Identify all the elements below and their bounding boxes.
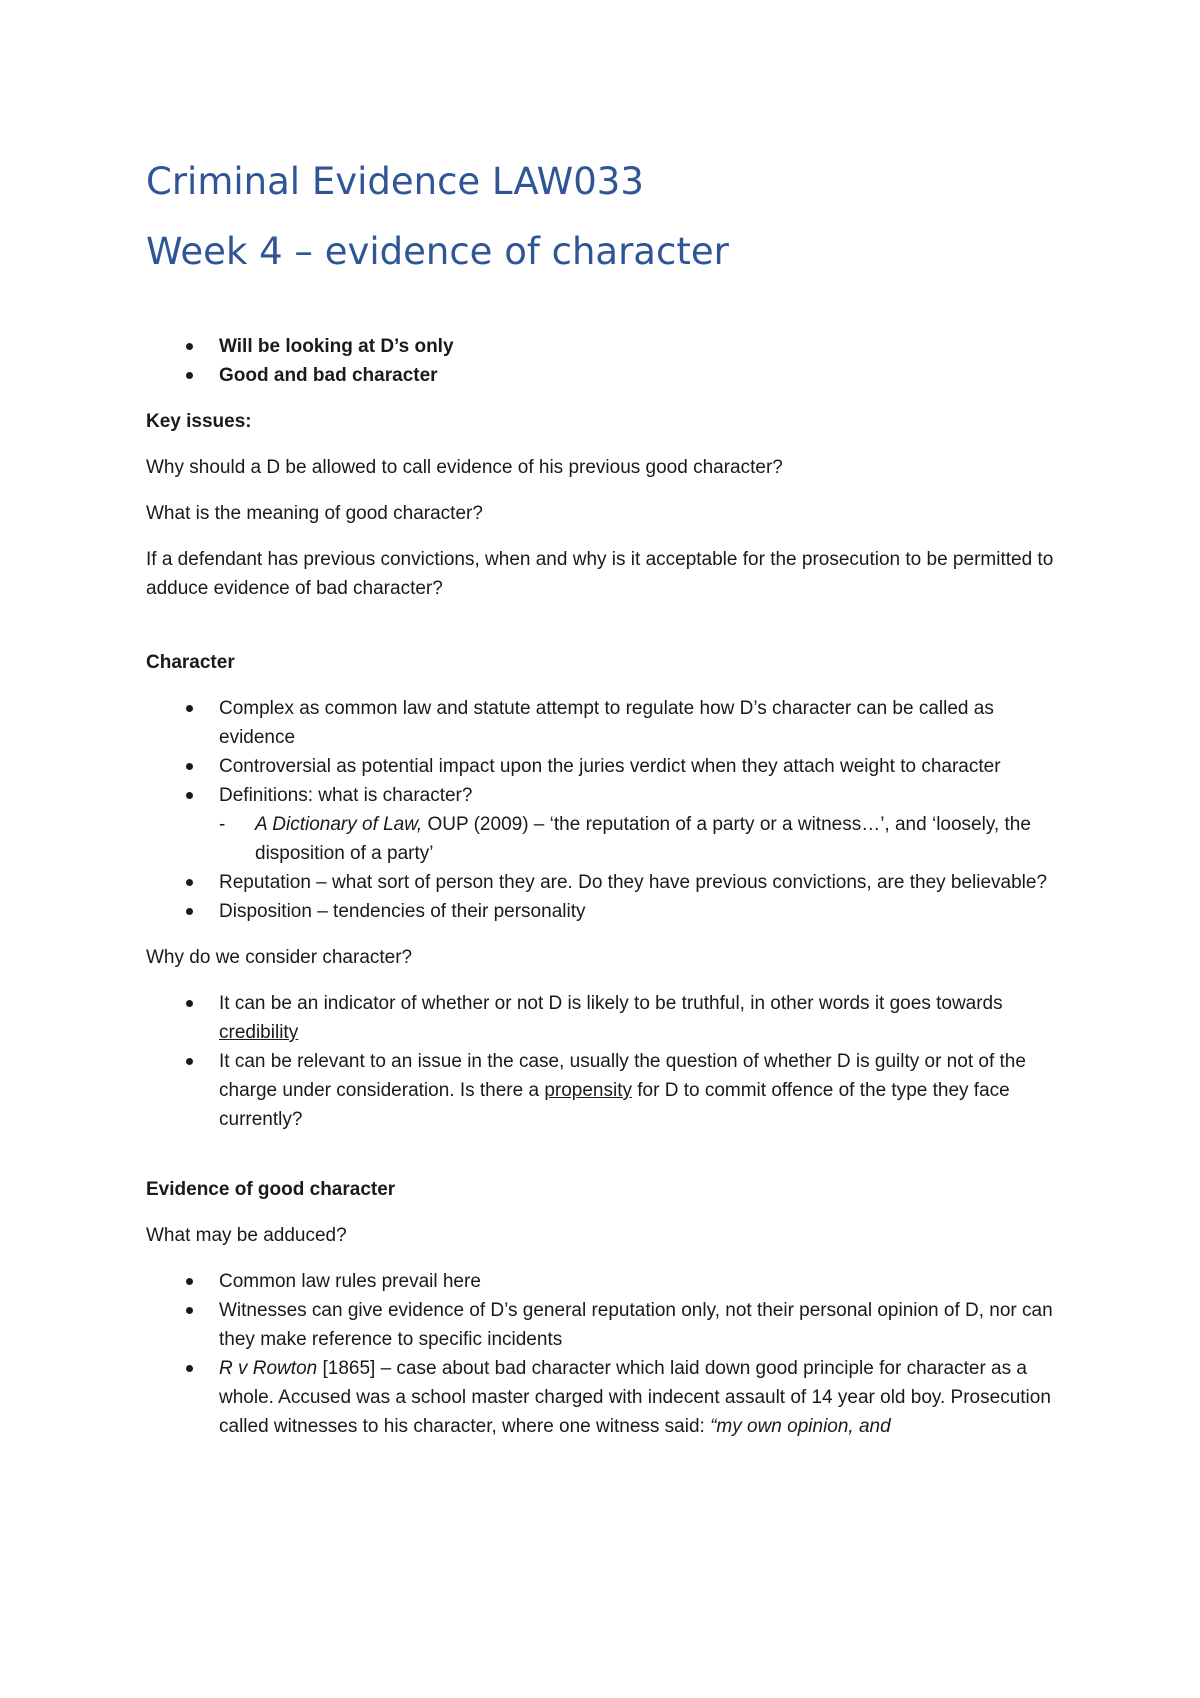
list-item: Reputation – what sort of person they are. Do they have previous convictions, are they believable? <box>146 868 1061 897</box>
list-item: Disposition – tendencies of their personality <box>146 897 1061 926</box>
course-title: Criminal Evidence LAW033 <box>146 160 644 203</box>
list-item-text: for D to commit offence of the type they face currently? <box>219 1080 1010 1130</box>
key-issues-heading: Key issues: <box>146 411 252 432</box>
good-character-heading: Evidence of good character <box>146 1179 396 1200</box>
list-item <box>146 989 1061 1047</box>
definition-item <box>219 810 1061 868</box>
spacer <box>146 1151 1061 1175</box>
why-list <box>146 989 1061 1134</box>
definition-sublist <box>219 810 1061 868</box>
good-character-question: What may be adduced? <box>146 1225 347 1246</box>
list-item-text: It can be an indicator of whether or not D is likely to be truthful, in other words it goes towards <box>219 993 1003 1014</box>
list-item: Common law rules prevail here <box>146 1267 1061 1296</box>
character-list <box>146 694 1061 926</box>
definition-text: OUP (2009) – ‘the reputation of a party or a witness…’, and ‘loosely, the disposition of a party’ <box>255 814 1031 864</box>
witness-quote: “my own opinion, and <box>710 1416 891 1437</box>
credibility-term: credibility <box>219 1022 299 1043</box>
case-name: R v Rowton <box>219 1358 318 1379</box>
list-item <box>146 781 1061 868</box>
key-issue-question: What is the meaning of good character? <box>146 503 483 524</box>
good-character-list <box>146 1267 1061 1441</box>
document-body <box>146 160 1061 1458</box>
intro-list <box>146 332 1061 390</box>
list-item: Witnesses can give evidence of D’s general reputation only, not their personal opinion of D, nor can they make reference to specific incidents <box>146 1296 1061 1354</box>
list-item: Good and bad character <box>146 361 1061 390</box>
list-item-text: Definitions: what is character? <box>219 785 473 806</box>
list-item: Controversial as potential impact upon the juries verdict when they attach weight to character <box>146 752 1061 781</box>
key-issue-question: If a defendant has previous convictions, when and why is it acceptable for the prosecution to be permitted to adduce evidence of bad character? <box>146 549 1054 599</box>
propensity-term: propensity <box>544 1080 632 1101</box>
week-title: Week 4 – evidence of character <box>146 230 729 273</box>
list-item-text: It can be relevant to an issue in the case, usually the question of whether D is guilty or not of the charge under consideration. Is there a <box>219 1051 1026 1101</box>
dictionary-title: A Dictionary of Law, <box>255 814 423 835</box>
why-heading: Why do we consider character? <box>146 947 413 968</box>
list-item: Complex as common law and statute attempt to regulate how D’s character can be called as evidence <box>146 694 1061 752</box>
key-issue-question: Why should a D be allowed to call evidence of his previous good character? <box>146 457 783 478</box>
spacer <box>146 620 1061 648</box>
list-item: Will be looking at D’s only <box>146 332 1061 361</box>
character-heading: Character <box>146 652 235 673</box>
list-item <box>146 1047 1061 1134</box>
list-item <box>146 1354 1061 1441</box>
list-item-text: [1865] – case about bad character which laid down good principle for character as a whole. Accused was a school master charged with indecent assault of 14 year old boy. Prosecution called witnesses to his character, where one witness said: <box>219 1358 1051 1437</box>
